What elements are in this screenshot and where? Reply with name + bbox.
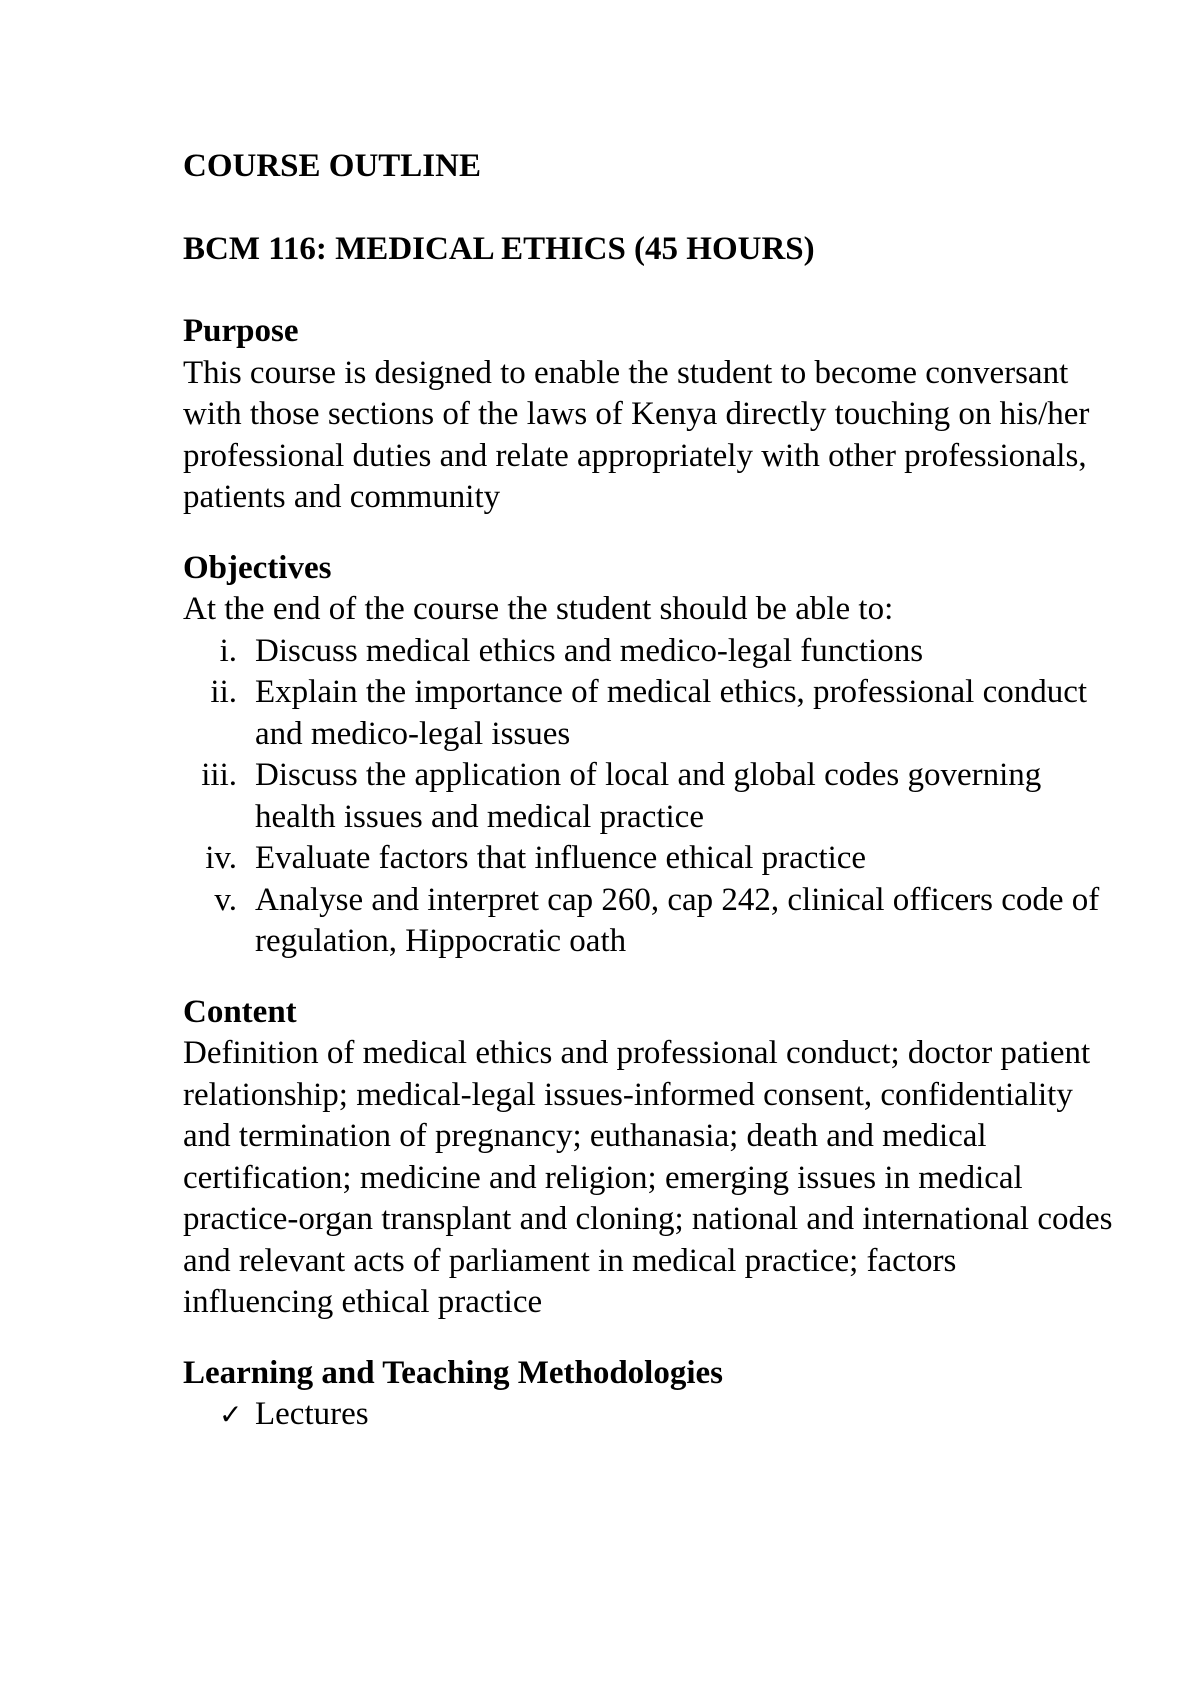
objective-number: iv. [205,840,237,876]
purpose-section [183,311,1113,519]
objective-item [183,672,1113,755]
document-body [183,146,1113,1436]
objective-item [183,755,1113,838]
content-heading: Content [183,993,297,1030]
objective-text: Discuss the application of local and global codes governing health issues and medical practice [255,757,1042,835]
course-code-heading: BCM 116: MEDICAL ETHICS (45 HOURS) [183,230,815,267]
objectives-section [183,548,1113,963]
check-icon: ✓ [219,1398,243,1431]
objective-text: Evaluate factors that influence ethical practice [255,840,867,876]
objective-text: Explain the importance of medical ethics, professional conduct and medico-legal issues [255,674,1088,752]
document-title: COURSE OUTLINE [183,148,481,184]
objectives-heading: Objectives [183,549,332,586]
purpose-heading: Purpose [183,313,299,349]
objectives-list [183,631,1113,963]
purpose-text: This course is designed to enable the student to become conversant with those sections of the laws of Kenya directly touching on his/her professional duties and relate appropriately with other professionals, patients and community [183,354,1090,515]
objective-number: i. [219,632,237,669]
objective-item [183,631,1113,673]
objective-item [183,838,1113,880]
objective-number: ii. [210,674,237,710]
methodologies-heading: Learning and Teaching Methodologies [183,1354,724,1391]
methodologies-list [183,1394,1113,1436]
objective-text: Discuss medical ethics and medico-legal functions [255,632,924,669]
objective-number: iii. [201,757,237,793]
methodology-label: Lectures [255,1396,369,1432]
objectives-intro: At the end of the course the student should be able to: [183,591,894,627]
objective-number: v. [214,881,237,918]
methodology-item [219,1394,1113,1436]
methodologies-section [183,1353,1113,1436]
content-section [183,992,1113,1324]
content-text: Definition of medical ethics and professional conduct; doctor patient relationship; medical-legal issues-informed consent, confidentiality and termination of pregnancy; euthanasia; death and medical certification; medicine and religion; emerging issues in medical practice-organ transplant and cloning; national and international codes and relevant acts of parliament in medical practice; factors influencing ethical practice [183,1035,1113,1320]
objective-text: Analyse and interpret cap 260, cap 242, clinical officers code of regulation, Hippocratic oath [255,881,1100,959]
objective-item [183,880,1113,963]
